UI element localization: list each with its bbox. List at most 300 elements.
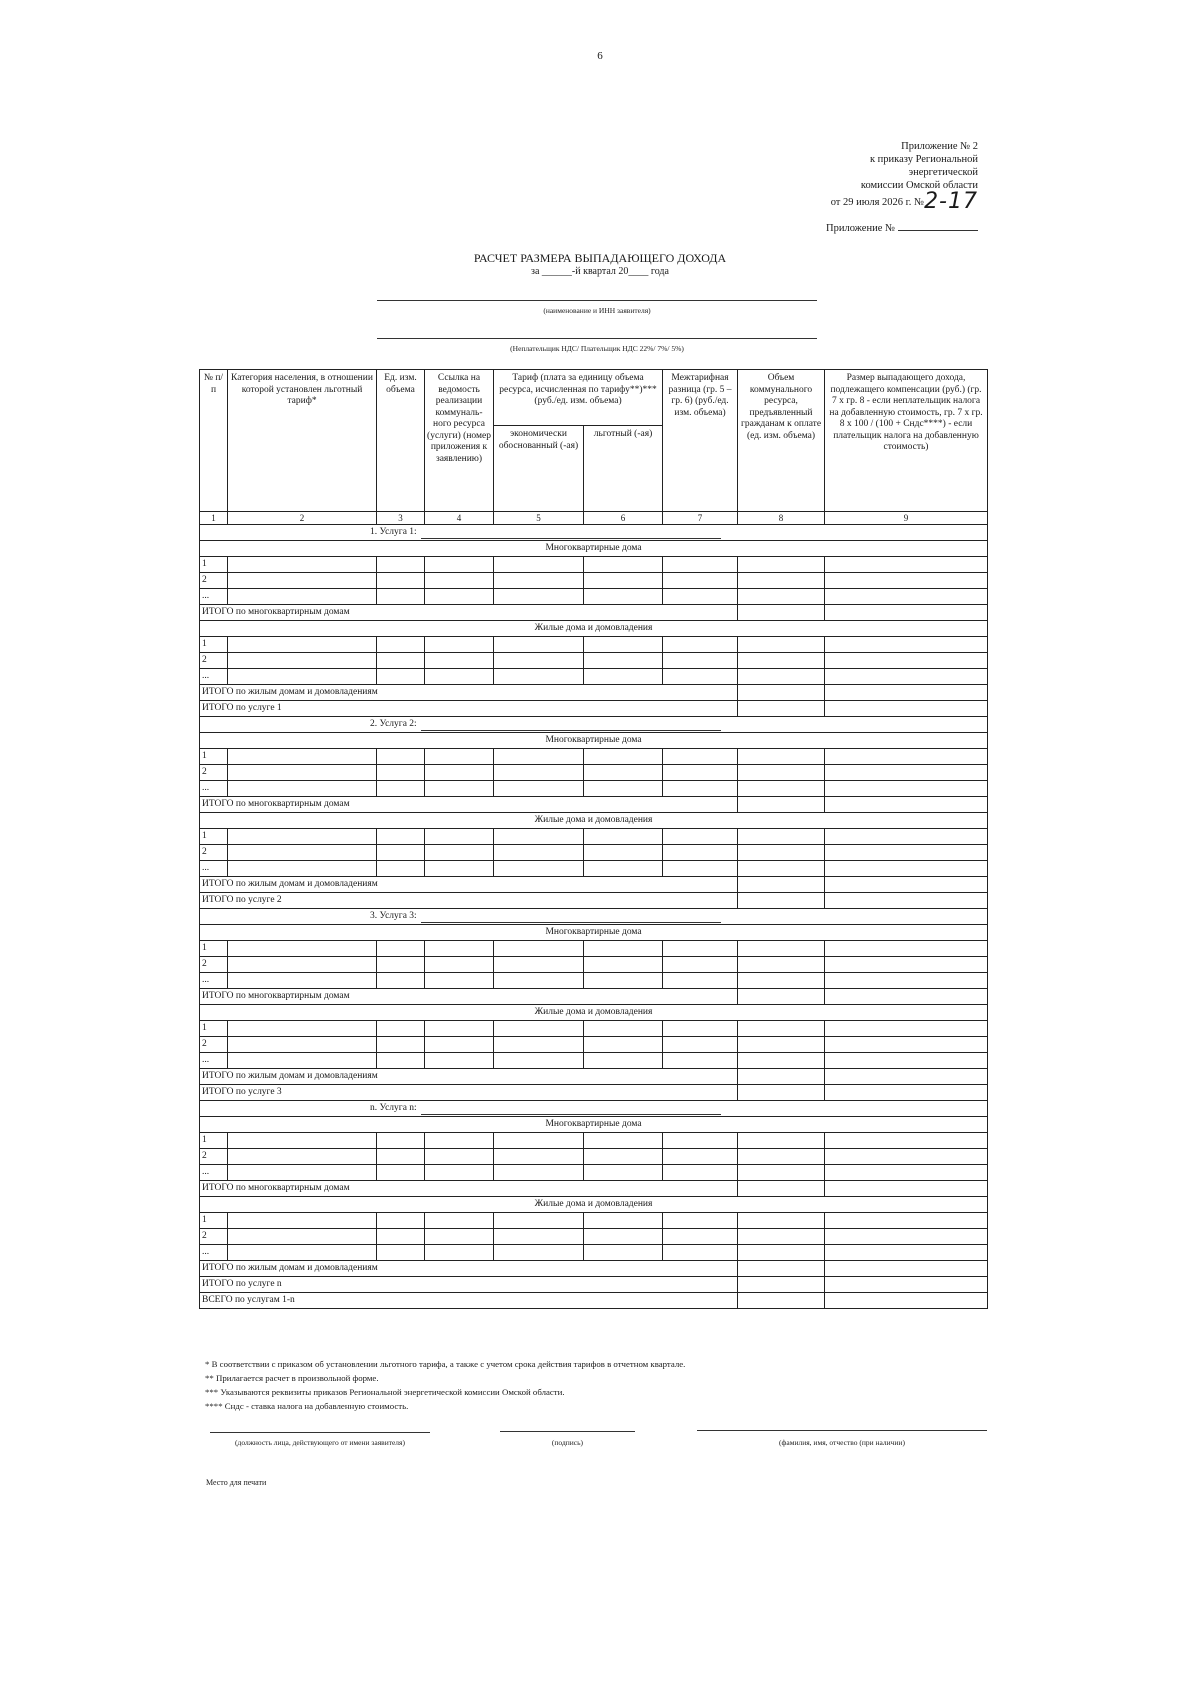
row-number: 1 bbox=[200, 749, 228, 765]
table-cell[interactable] bbox=[494, 1245, 584, 1261]
section-apartment-buildings-text: Многоквартирные дома bbox=[545, 1119, 642, 1129]
table-cell[interactable] bbox=[825, 1245, 988, 1261]
table-cell[interactable] bbox=[425, 957, 494, 973]
table-cell[interactable] bbox=[663, 1037, 738, 1053]
table-cell[interactable] bbox=[377, 781, 425, 797]
table-cell[interactable] bbox=[825, 637, 988, 653]
table-cell[interactable] bbox=[825, 829, 988, 845]
total-cell[interactable] bbox=[825, 877, 988, 893]
table-cell[interactable] bbox=[377, 573, 425, 589]
table-row bbox=[200, 861, 988, 877]
full-name-blank[interactable] bbox=[697, 1430, 987, 1431]
table-cell[interactable] bbox=[738, 669, 825, 685]
table-cell[interactable] bbox=[494, 557, 584, 573]
table-cell[interactable] bbox=[825, 1165, 988, 1181]
table-cell[interactable] bbox=[825, 765, 988, 781]
table-cell[interactable] bbox=[663, 669, 738, 685]
row-number: 1 bbox=[200, 1021, 228, 1037]
table-cell[interactable] bbox=[663, 1213, 738, 1229]
table-cell[interactable] bbox=[663, 1229, 738, 1245]
table-cell[interactable] bbox=[494, 1133, 584, 1149]
table-cell[interactable] bbox=[228, 973, 377, 989]
table-cell[interactable] bbox=[825, 1229, 988, 1245]
table-cell[interactable] bbox=[738, 973, 825, 989]
table-cell[interactable] bbox=[825, 845, 988, 861]
table-cell[interactable] bbox=[663, 1021, 738, 1037]
section-apartment-buildings-row bbox=[200, 733, 988, 749]
table-cell[interactable] bbox=[738, 1229, 825, 1245]
total-apartment-buildings-row bbox=[200, 1181, 988, 1197]
appendix-number-field bbox=[826, 220, 978, 234]
table-cell[interactable] bbox=[663, 957, 738, 973]
total-cell[interactable] bbox=[825, 893, 988, 909]
total-apartment-buildings: ИТОГО по многоквартирным домам bbox=[200, 605, 738, 621]
row-number: ... bbox=[200, 589, 228, 605]
service-heading bbox=[200, 1101, 988, 1117]
table-cell[interactable] bbox=[825, 1213, 988, 1229]
table-cell[interactable] bbox=[584, 1165, 663, 1181]
row-number: 2 bbox=[200, 1149, 228, 1165]
header-lost-income: Размер выпадающего дохода, подлежащего компенсации (руб.) (гр. 7 х гр. 8 - если неплательщик налога на добавленную стоимость, гр. 7 х гр. 8 х 100 / (100 + Cндс****) - если плательщик налога на добавленную стоимость) bbox=[825, 370, 988, 512]
total-apartment-buildings: ИТОГО по многоквартирным домам bbox=[200, 797, 738, 813]
total-cell[interactable] bbox=[738, 797, 825, 813]
table-cell[interactable] bbox=[825, 1053, 988, 1069]
table-cell[interactable] bbox=[425, 1229, 494, 1245]
section-apartment-buildings-text: Многоквартирные дома bbox=[545, 543, 642, 553]
section-houses-row bbox=[200, 621, 988, 637]
position-blank[interactable] bbox=[210, 1432, 430, 1433]
table-cell[interactable] bbox=[494, 973, 584, 989]
total-houses: ИТОГО по жилым домам и домовладениям bbox=[200, 877, 738, 893]
table-cell[interactable] bbox=[584, 669, 663, 685]
total-cell[interactable] bbox=[825, 701, 988, 717]
table-cell[interactable] bbox=[494, 669, 584, 685]
table-cell[interactable] bbox=[425, 829, 494, 845]
table-cell[interactable] bbox=[825, 1037, 988, 1053]
table-cell[interactable] bbox=[738, 861, 825, 877]
table-cell[interactable] bbox=[663, 557, 738, 573]
total-cell[interactable] bbox=[825, 605, 988, 621]
table-cell[interactable] bbox=[228, 957, 377, 973]
total-cell[interactable] bbox=[825, 989, 988, 1005]
table-cell[interactable] bbox=[584, 1037, 663, 1053]
table-cell[interactable] bbox=[825, 861, 988, 877]
table-cell[interactable] bbox=[425, 1213, 494, 1229]
table-cell[interactable] bbox=[825, 1149, 988, 1165]
table-row bbox=[200, 573, 988, 589]
table-cell[interactable] bbox=[228, 1229, 377, 1245]
section-apartment-buildings bbox=[200, 1117, 988, 1133]
applicant-name-blank[interactable] bbox=[377, 300, 817, 301]
table-cell[interactable] bbox=[738, 829, 825, 845]
table-cell[interactable] bbox=[663, 653, 738, 669]
table-row bbox=[200, 1149, 988, 1165]
table-cell[interactable] bbox=[584, 1133, 663, 1149]
table-cell[interactable] bbox=[494, 1213, 584, 1229]
vat-status-caption: (Неплательщик НДС/ Плательщик НДС 22%/ 7%/ 5%) bbox=[510, 344, 684, 353]
table-cell[interactable] bbox=[425, 1245, 494, 1261]
table-cell[interactable] bbox=[663, 589, 738, 605]
header-number: № п/п bbox=[200, 370, 228, 512]
row-number: 2 bbox=[200, 653, 228, 669]
table-cell[interactable] bbox=[825, 973, 988, 989]
grand-total: ВСЕГО по услугам 1-n bbox=[200, 1293, 738, 1309]
table-cell[interactable] bbox=[584, 1213, 663, 1229]
table-cell[interactable] bbox=[738, 653, 825, 669]
row-number: 2 bbox=[200, 957, 228, 973]
table-cell[interactable] bbox=[377, 861, 425, 877]
section-houses bbox=[200, 1197, 988, 1213]
table-row bbox=[200, 941, 988, 957]
column-number: 3 bbox=[377, 512, 425, 525]
vat-status-blank[interactable] bbox=[377, 338, 817, 339]
table-cell[interactable] bbox=[825, 781, 988, 797]
table-cell[interactable] bbox=[663, 861, 738, 877]
table-cell[interactable] bbox=[825, 1021, 988, 1037]
table-cell[interactable] bbox=[584, 973, 663, 989]
table-row bbox=[200, 765, 988, 781]
table-cell[interactable] bbox=[425, 1053, 494, 1069]
table-cell[interactable] bbox=[584, 573, 663, 589]
table-cell[interactable] bbox=[494, 637, 584, 653]
service-name-blank[interactable] bbox=[421, 911, 721, 923]
table-cell[interactable] bbox=[494, 1165, 584, 1181]
section-apartment-buildings bbox=[200, 925, 988, 941]
table-cell[interactable] bbox=[377, 1053, 425, 1069]
table-cell[interactable] bbox=[425, 765, 494, 781]
total-cell[interactable] bbox=[738, 1069, 825, 1085]
table-cell[interactable] bbox=[425, 941, 494, 957]
table-cell[interactable] bbox=[584, 845, 663, 861]
table-cell[interactable] bbox=[584, 749, 663, 765]
total-cell[interactable] bbox=[738, 1277, 825, 1293]
total-cell[interactable] bbox=[738, 1293, 825, 1309]
table-cell[interactable] bbox=[494, 749, 584, 765]
header-preferential-tariff: льготный (-ая) bbox=[584, 426, 663, 512]
table-cell[interactable] bbox=[584, 765, 663, 781]
table-cell[interactable] bbox=[228, 1021, 377, 1037]
table-cell[interactable] bbox=[228, 1213, 377, 1229]
table-cell[interactable] bbox=[228, 1165, 377, 1181]
table-cell[interactable] bbox=[228, 637, 377, 653]
total-cell[interactable] bbox=[825, 1085, 988, 1101]
table-cell[interactable] bbox=[377, 941, 425, 957]
row-number: 1 bbox=[200, 637, 228, 653]
table-cell[interactable] bbox=[825, 573, 988, 589]
header-unit: Ед. изм. объема bbox=[377, 370, 425, 512]
row-number: ... bbox=[200, 669, 228, 685]
total-service-row bbox=[200, 1277, 988, 1293]
table-cell[interactable] bbox=[584, 1053, 663, 1069]
table-cell[interactable] bbox=[228, 1037, 377, 1053]
table-cell[interactable] bbox=[825, 1133, 988, 1149]
table-cell[interactable] bbox=[228, 829, 377, 845]
appendix-line: Приложение № 2 bbox=[901, 141, 978, 152]
table-cell[interactable] bbox=[663, 573, 738, 589]
total-houses: ИТОГО по жилым домам и домовладениям bbox=[200, 1069, 738, 1085]
table-cell[interactable] bbox=[377, 1165, 425, 1181]
table-cell[interactable] bbox=[738, 765, 825, 781]
table-cell[interactable] bbox=[425, 1037, 494, 1053]
table-cell[interactable] bbox=[494, 1037, 584, 1053]
table-cell[interactable] bbox=[738, 1165, 825, 1181]
table-cell[interactable] bbox=[377, 1133, 425, 1149]
table-cell[interactable] bbox=[425, 1165, 494, 1181]
table-cell[interactable] bbox=[738, 1149, 825, 1165]
table-cell[interactable] bbox=[663, 1053, 738, 1069]
appendix-line-date bbox=[738, 189, 978, 214]
table-cell[interactable] bbox=[425, 573, 494, 589]
row-number: 1 bbox=[200, 1133, 228, 1149]
table-cell[interactable] bbox=[425, 1149, 494, 1165]
table-cell[interactable] bbox=[377, 637, 425, 653]
table-row bbox=[200, 653, 988, 669]
table-cell[interactable] bbox=[584, 781, 663, 797]
table-cell[interactable] bbox=[825, 749, 988, 765]
table-cell[interactable] bbox=[663, 637, 738, 653]
column-numbers-row bbox=[200, 512, 988, 525]
table-cell[interactable] bbox=[377, 1213, 425, 1229]
section-houses-text: Жилые дома и домовладения bbox=[534, 623, 653, 633]
table-cell[interactable] bbox=[738, 1213, 825, 1229]
table-body bbox=[200, 525, 988, 1309]
total-houses-row bbox=[200, 1261, 988, 1277]
table-cell[interactable] bbox=[494, 573, 584, 589]
table-cell[interactable] bbox=[738, 749, 825, 765]
table-cell[interactable] bbox=[825, 957, 988, 973]
total-cell[interactable] bbox=[825, 685, 988, 701]
table-cell[interactable] bbox=[377, 1037, 425, 1053]
table-cell[interactable] bbox=[377, 1021, 425, 1037]
total-cell[interactable] bbox=[738, 685, 825, 701]
table-cell[interactable] bbox=[377, 1229, 425, 1245]
table-cell[interactable] bbox=[494, 829, 584, 845]
table-cell[interactable] bbox=[377, 973, 425, 989]
section-apartment-buildings-text: Многоквартирные дома bbox=[545, 735, 642, 745]
table-row bbox=[200, 1021, 988, 1037]
table-cell[interactable] bbox=[738, 957, 825, 973]
table-cell[interactable] bbox=[228, 781, 377, 797]
table-cell[interactable] bbox=[825, 589, 988, 605]
table-cell[interactable] bbox=[228, 1053, 377, 1069]
table-cell[interactable] bbox=[584, 1021, 663, 1037]
total-cell[interactable] bbox=[825, 1181, 988, 1197]
row-number: ... bbox=[200, 861, 228, 877]
table-cell[interactable] bbox=[738, 1021, 825, 1037]
table-cell[interactable] bbox=[228, 861, 377, 877]
table-cell[interactable] bbox=[584, 557, 663, 573]
table-cell[interactable] bbox=[425, 1021, 494, 1037]
total-cell[interactable] bbox=[825, 1293, 988, 1309]
service-heading-row bbox=[200, 1101, 988, 1117]
total-houses-row bbox=[200, 877, 988, 893]
table-cell[interactable] bbox=[494, 861, 584, 877]
total-service-row bbox=[200, 893, 988, 909]
table-cell[interactable] bbox=[494, 845, 584, 861]
table-cell[interactable] bbox=[584, 653, 663, 669]
table-cell[interactable] bbox=[738, 845, 825, 861]
table-cell[interactable] bbox=[738, 637, 825, 653]
total-cell[interactable] bbox=[825, 1261, 988, 1277]
table-cell[interactable] bbox=[228, 669, 377, 685]
table-cell[interactable] bbox=[377, 829, 425, 845]
table-cell[interactable] bbox=[738, 573, 825, 589]
total-cell[interactable] bbox=[738, 989, 825, 1005]
table-cell[interactable] bbox=[425, 1133, 494, 1149]
table-cell[interactable] bbox=[584, 637, 663, 653]
table-cell[interactable] bbox=[425, 669, 494, 685]
table-cell[interactable] bbox=[663, 765, 738, 781]
total-houses: ИТОГО по жилым домам и домовладениям bbox=[200, 1261, 738, 1277]
reporting-period: за ______-й квартал 20____ года bbox=[531, 266, 669, 277]
full-name-caption: (фамилия, имя, отчество (при наличии) bbox=[779, 1438, 905, 1447]
table-cell[interactable] bbox=[377, 589, 425, 605]
appendix-number-blank[interactable] bbox=[898, 220, 978, 231]
table-cell[interactable] bbox=[494, 1053, 584, 1069]
table-cell[interactable] bbox=[228, 653, 377, 669]
table-cell[interactable] bbox=[494, 1229, 584, 1245]
table-cell[interactable] bbox=[425, 973, 494, 989]
table-cell[interactable] bbox=[228, 845, 377, 861]
table-row bbox=[200, 669, 988, 685]
column-number: 5 bbox=[494, 512, 584, 525]
total-cell[interactable] bbox=[825, 797, 988, 813]
table-cell[interactable] bbox=[738, 1133, 825, 1149]
table-cell[interactable] bbox=[663, 941, 738, 957]
table-cell[interactable] bbox=[738, 1037, 825, 1053]
service-name-blank[interactable] bbox=[421, 719, 721, 731]
table-cell[interactable] bbox=[738, 1053, 825, 1069]
table-cell[interactable] bbox=[494, 1149, 584, 1165]
table-cell[interactable] bbox=[228, 1133, 377, 1149]
total-cell[interactable] bbox=[738, 1261, 825, 1277]
signature-blank[interactable] bbox=[500, 1431, 635, 1432]
table-cell[interactable] bbox=[494, 781, 584, 797]
table-cell[interactable] bbox=[584, 941, 663, 957]
table-cell[interactable] bbox=[584, 829, 663, 845]
table-cell[interactable] bbox=[228, 749, 377, 765]
column-number: 7 bbox=[663, 512, 738, 525]
page-number: 6 bbox=[597, 50, 603, 62]
table-cell[interactable] bbox=[663, 1133, 738, 1149]
table-row bbox=[200, 829, 988, 845]
table-cell[interactable] bbox=[738, 589, 825, 605]
table-cell[interactable] bbox=[377, 653, 425, 669]
table-cell[interactable] bbox=[228, 765, 377, 781]
table-cell[interactable] bbox=[377, 765, 425, 781]
table-cell[interactable] bbox=[584, 1149, 663, 1165]
table-row bbox=[200, 1133, 988, 1149]
row-number: ... bbox=[200, 781, 228, 797]
table-cell[interactable] bbox=[425, 557, 494, 573]
appendix-line: энергетической bbox=[908, 167, 978, 178]
service-name-blank[interactable] bbox=[421, 527, 721, 539]
total-cell[interactable] bbox=[825, 1069, 988, 1085]
section-houses bbox=[200, 813, 988, 829]
table-cell[interactable] bbox=[377, 749, 425, 765]
table-cell[interactable] bbox=[425, 653, 494, 669]
table-cell[interactable] bbox=[825, 669, 988, 685]
total-cell[interactable] bbox=[738, 1085, 825, 1101]
table-cell[interactable] bbox=[494, 765, 584, 781]
table-cell[interactable] bbox=[425, 749, 494, 765]
table-cell[interactable] bbox=[425, 845, 494, 861]
table-cell[interactable] bbox=[584, 589, 663, 605]
table-cell[interactable] bbox=[494, 941, 584, 957]
table-cell[interactable] bbox=[738, 1245, 825, 1261]
table-cell[interactable] bbox=[584, 957, 663, 973]
table-cell[interactable] bbox=[663, 1165, 738, 1181]
total-cell[interactable] bbox=[738, 605, 825, 621]
total-cell[interactable] bbox=[738, 701, 825, 717]
table-cell[interactable] bbox=[228, 1245, 377, 1261]
table-cell[interactable] bbox=[425, 589, 494, 605]
table-row bbox=[200, 749, 988, 765]
table-cell[interactable] bbox=[494, 957, 584, 973]
table-cell[interactable] bbox=[825, 653, 988, 669]
service-heading-row bbox=[200, 909, 988, 925]
table-cell[interactable] bbox=[738, 781, 825, 797]
table-cell[interactable] bbox=[584, 861, 663, 877]
table-cell[interactable] bbox=[228, 1149, 377, 1165]
table-cell[interactable] bbox=[663, 1149, 738, 1165]
table-cell[interactable] bbox=[584, 1245, 663, 1261]
table-cell[interactable] bbox=[663, 749, 738, 765]
position-caption: (должность лица, действующего от имени заявителя) bbox=[235, 1438, 405, 1447]
table-cell[interactable] bbox=[425, 781, 494, 797]
total-cell[interactable] bbox=[825, 1277, 988, 1293]
table-cell[interactable] bbox=[425, 861, 494, 877]
total-cell[interactable] bbox=[738, 1181, 825, 1197]
total-cell[interactable] bbox=[738, 893, 825, 909]
table-row bbox=[200, 781, 988, 797]
table-cell[interactable] bbox=[377, 1245, 425, 1261]
column-number: 6 bbox=[584, 512, 663, 525]
footnote: ** Прилагается расчет в произвольной форме. bbox=[205, 1373, 379, 1383]
table-cell[interactable] bbox=[377, 957, 425, 973]
total-apartment-buildings: ИТОГО по многоквартирным домам bbox=[200, 989, 738, 1005]
table-cell[interactable] bbox=[228, 941, 377, 957]
total-cell[interactable] bbox=[738, 877, 825, 893]
service-name-blank[interactable] bbox=[421, 1103, 721, 1115]
table-cell[interactable] bbox=[377, 845, 425, 861]
row-number: 1 bbox=[200, 941, 228, 957]
table-cell[interactable] bbox=[425, 637, 494, 653]
table-cell[interactable] bbox=[738, 941, 825, 957]
table-cell[interactable] bbox=[663, 845, 738, 861]
column-number: 8 bbox=[738, 512, 825, 525]
table-cell[interactable] bbox=[663, 1245, 738, 1261]
table-cell[interactable] bbox=[377, 669, 425, 685]
table-cell[interactable] bbox=[228, 589, 377, 605]
table-cell[interactable] bbox=[825, 557, 988, 573]
table-cell[interactable] bbox=[584, 1229, 663, 1245]
table-cell[interactable] bbox=[738, 557, 825, 573]
table-cell[interactable] bbox=[663, 973, 738, 989]
document-title: РАСЧЕТ РАЗМЕРА ВЫПАДАЮЩЕГО ДОХОДА bbox=[473, 251, 727, 265]
table-cell[interactable] bbox=[825, 941, 988, 957]
table-cell[interactable] bbox=[663, 829, 738, 845]
table-cell[interactable] bbox=[494, 653, 584, 669]
table-cell[interactable] bbox=[377, 557, 425, 573]
table-cell[interactable] bbox=[228, 557, 377, 573]
table-cell[interactable] bbox=[494, 1021, 584, 1037]
section-apartment-buildings-text: Многоквартирные дома bbox=[545, 927, 642, 937]
table-cell[interactable] bbox=[228, 573, 377, 589]
table-cell[interactable] bbox=[377, 1149, 425, 1165]
table-cell[interactable] bbox=[494, 589, 584, 605]
table-cell[interactable] bbox=[663, 781, 738, 797]
